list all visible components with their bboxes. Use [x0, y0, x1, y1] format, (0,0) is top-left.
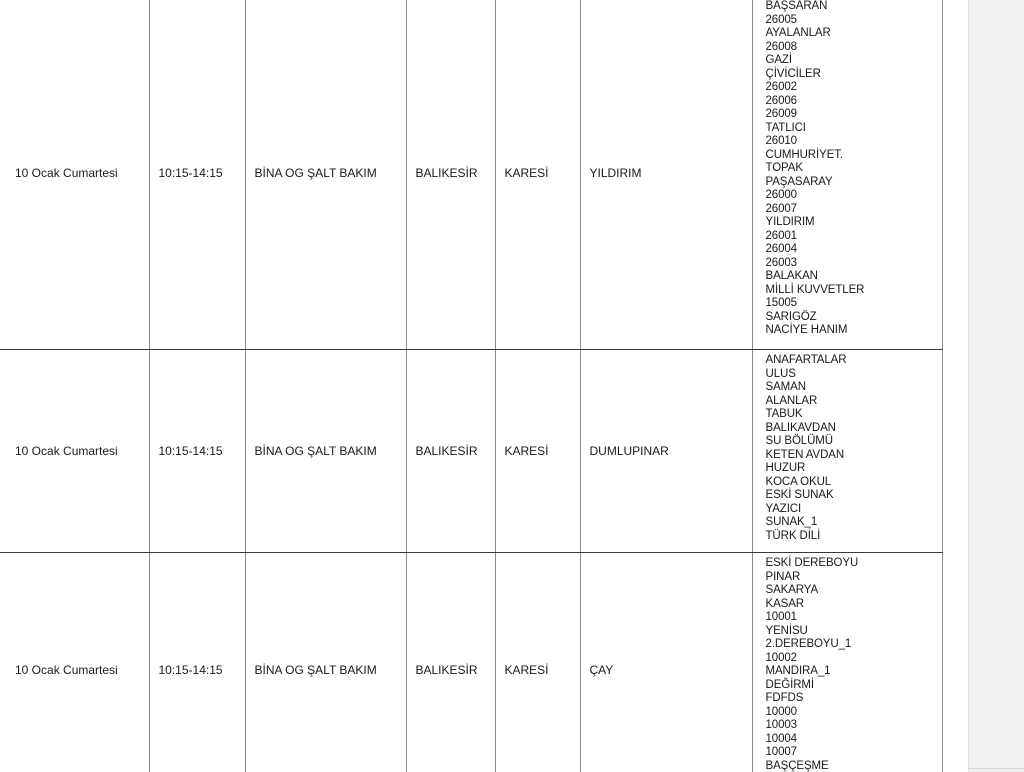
- street-item: 26006: [765, 94, 797, 107]
- street-item: 10002: [765, 651, 797, 664]
- street-item: ÇİVİCİLER: [765, 67, 821, 80]
- street-item: 26001: [765, 229, 797, 242]
- street-item: AYALANLAR: [765, 27, 831, 39]
- street-item: GAZİ: [765, 54, 792, 66]
- city-cell: BALIKESİR: [406, 0, 495, 350]
- streets-cell: [752, 0, 942, 350]
- street-item: 10000: [765, 705, 797, 718]
- street-item: ANAFARTALAR: [765, 354, 847, 366]
- street-item: HUZUR: [765, 462, 806, 474]
- neighborhood-cell: YILDIRIM: [580, 0, 752, 350]
- streets-cell: [752, 553, 942, 772]
- table-row: [0, 350, 942, 553]
- city-cell: BALIKESİR: [406, 553, 495, 772]
- street-item: SAMAN: [765, 381, 806, 393]
- street-item: YAZICI: [765, 502, 802, 515]
- street-item: TÜRK DİLİ: [765, 529, 821, 542]
- district-cell: KARESİ: [495, 350, 580, 553]
- district-cell: KARESİ: [495, 0, 580, 350]
- street-item: SU BÖLÜMÜ: [765, 435, 833, 447]
- street-item: TOPAK: [765, 162, 803, 174]
- work-type-cell: BİNA OG ŞALT BAKIM: [245, 350, 406, 553]
- street-item: CUMHURİYET.: [765, 148, 843, 161]
- street-item: NACİYE HANIM: [765, 324, 848, 336]
- street-item: BAŞSARAN: [765, 0, 828, 12]
- city-cell: BALIKESİR: [406, 350, 495, 553]
- date-cell: 10 Ocak Cumartesi: [0, 0, 149, 350]
- street-item: ULUS: [765, 367, 796, 380]
- street-item: TATLICI: [765, 121, 806, 134]
- street-item: KASAR: [765, 597, 804, 610]
- street-item: 26003: [765, 256, 797, 269]
- streets-cell: [752, 350, 942, 553]
- panel-divider: [968, 768, 1024, 769]
- street-item: ESKİ SUNAK: [765, 489, 834, 501]
- street-item: MANDIRA_1: [765, 665, 831, 677]
- street-item: PINAR: [765, 570, 801, 583]
- street-item: 15005: [765, 297, 797, 309]
- street-item: ALANLAR: [765, 394, 818, 407]
- street-item: 26002: [765, 81, 797, 93]
- work-type-cell: BİNA OG ŞALT BAKIM: [245, 553, 406, 772]
- street-item: BAŞÇEŞME: [765, 759, 829, 772]
- work-type-cell: BİNA OG ŞALT BAKIM: [245, 0, 406, 350]
- district-cell: KARESİ: [495, 553, 580, 772]
- street-item: FDFDS: [765, 692, 804, 704]
- table-row: [0, 0, 942, 350]
- street-item: 26009: [765, 108, 797, 120]
- street-item: 26005: [765, 13, 797, 26]
- street-item: KETEN AVDAN: [765, 448, 845, 461]
- right-side-panel: [968, 0, 1024, 772]
- street-item: 10003: [765, 719, 797, 731]
- neighborhood-cell: DUMLUPINAR: [580, 350, 752, 553]
- street-item: SAKARYA: [765, 584, 819, 596]
- date-cell: 10 Ocak Cumartesi: [0, 350, 149, 553]
- street-item: PAŞASARAY: [765, 175, 833, 188]
- street-item: YENİSU: [765, 624, 808, 637]
- street-item: BALAKAN: [765, 270, 818, 282]
- street-item: YILDIRIM: [765, 216, 815, 228]
- date-cell: 10 Ocak Cumartesi: [0, 553, 149, 772]
- time-cell: 10:15-14:15: [149, 553, 245, 772]
- street-item: DEĞİRMİ: [765, 678, 814, 691]
- street-item: 26010: [765, 135, 797, 147]
- street-item: 26008: [765, 40, 797, 53]
- street-item: MİLLİ KUVVETLER: [765, 283, 865, 296]
- street-item: 10001: [765, 611, 797, 623]
- time-cell: 10:15-14:15: [149, 0, 245, 350]
- time-cell: 10:15-14:15: [149, 350, 245, 553]
- street-item: ESKİ DEREBOYU: [765, 557, 859, 569]
- street-item: SARIGÖZ: [765, 310, 817, 323]
- street-item: TABUK: [765, 408, 803, 420]
- street-item: KOCA OKUL: [765, 475, 832, 488]
- street-item: 26004: [765, 243, 797, 255]
- neighborhood-cell: ÇAY: [580, 553, 752, 772]
- street-item: SUNAK_1: [765, 516, 818, 528]
- street-item: 26007: [765, 202, 797, 215]
- street-item: 2.DEREBOYU_1: [765, 638, 852, 650]
- street-item: 26000: [765, 189, 797, 201]
- table-row: [0, 553, 942, 772]
- street-item: BALIKAVDAN: [765, 421, 836, 434]
- street-item: 10007: [765, 746, 797, 758]
- street-item: 10004: [765, 732, 797, 745]
